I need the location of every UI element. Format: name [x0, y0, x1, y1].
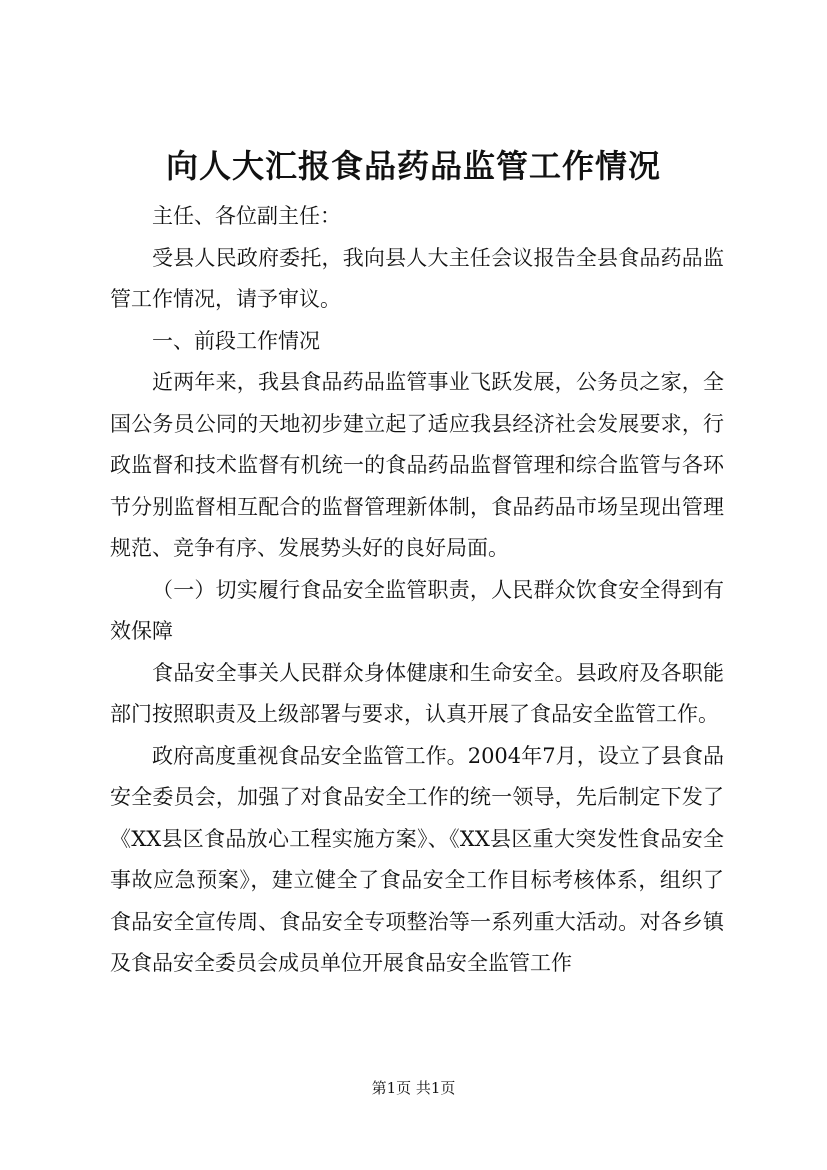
intro-paragraph: 受县人民政府委托，我向县人大主任会议报告全县食品药品监管工作情况，请予审议。 — [110, 245, 724, 311]
document-body — [110, 196, 724, 985]
document-title: 向人大汇报食品药品监管工作情况 — [165, 147, 661, 185]
salutation-paragraph: 主任、各位副主任： — [152, 204, 341, 228]
subsection-heading: （一）切实履行食品安全监管职责，人民群众饮食安全得到有效保障 — [110, 577, 724, 643]
page-footer: 第1页 共1页 — [371, 1079, 456, 1097]
food-safety-paragraph: 食品安全事关人民群众身体健康和生命安全。县政府及各职能部门按照职责及上级部署与要求，认真开展了食品安全监管工作。 — [110, 660, 724, 726]
section-heading: 一、前段工作情况 — [152, 328, 320, 353]
government-paragraph: 政府高度重视食品安全监管工作。2004年7月，设立了县食品安全委员会，加强了对食品安全工作的统一领导，先后制定下发了《XX县区食品放心工程实施方案》、《XX县区重大突发性食品安全事故应急预案》，建立健全了食品安全工作目标考核体系，组织了食品安全宣传周、食品安全专项整治等一系列重大活动。对各乡镇及食品安全委员会成员单位开展食品安全监管工作 — [110, 743, 724, 975]
overview-paragraph: 近两年来，我县食品药品监管事业飞跃发展，公务员之家，全国公务员公同的天地初步建立起了适应我县经济社会发展要求，行政监督和技术监督有机统一的食品药品监督管理和综合监管与各环节分别监督相互配合的监督管理新体制，食品药品市场呈现出管理规范、竞争有序、发展势头好的良好局面。 — [110, 370, 724, 560]
